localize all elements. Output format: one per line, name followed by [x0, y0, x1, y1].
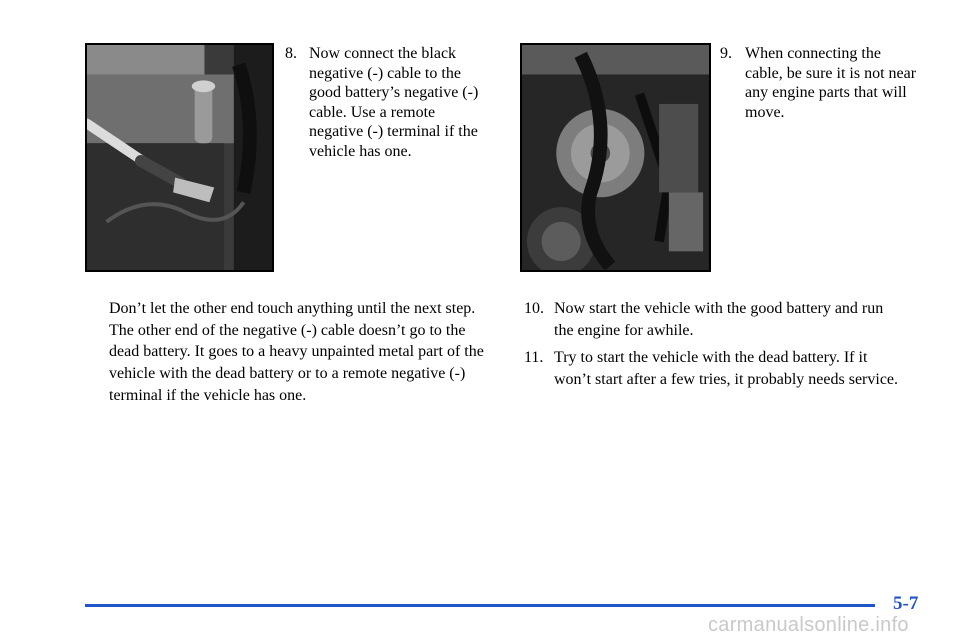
step-text: Now connect the black negative (-) cable to the good battery’s negative (-) cable. Use a remote negative (-) terminal if the vehicle has one.	[309, 45, 479, 160]
step-10	[524, 298, 904, 341]
step-text: When connecting the cable, be sure it is not near any engine parts that will move.	[745, 45, 917, 121]
engine-compartment-photo	[520, 43, 711, 272]
step-number: 11.	[524, 349, 544, 366]
watermark: carmanualsonline.info	[708, 614, 909, 636]
step-11	[524, 347, 904, 390]
step-number: 9.	[720, 45, 732, 62]
step-number: 10.	[524, 300, 544, 317]
step-8	[285, 44, 485, 161]
body-paragraph: Don’t let the other end touch anything until the next step. The other end of the negative (-) cable doesn’t go to the dead battery. It goes to a heavy unpainted metal part of the vehicle with the dead battery or to a remote negative (-) terminal if the vehicle has one.	[109, 300, 484, 404]
step-9	[720, 44, 920, 122]
step-text: Try to start the vehicle with the dead battery. If it won’t start after a few tries, it probably needs service.	[554, 349, 899, 388]
step-number: 8.	[285, 45, 297, 62]
battery-cable-photo	[85, 43, 274, 272]
footer-rule	[85, 604, 875, 607]
step-text: Now start the vehicle with the good battery and run the engine for awhile.	[554, 300, 884, 339]
page-number: 5-7	[893, 593, 919, 614]
